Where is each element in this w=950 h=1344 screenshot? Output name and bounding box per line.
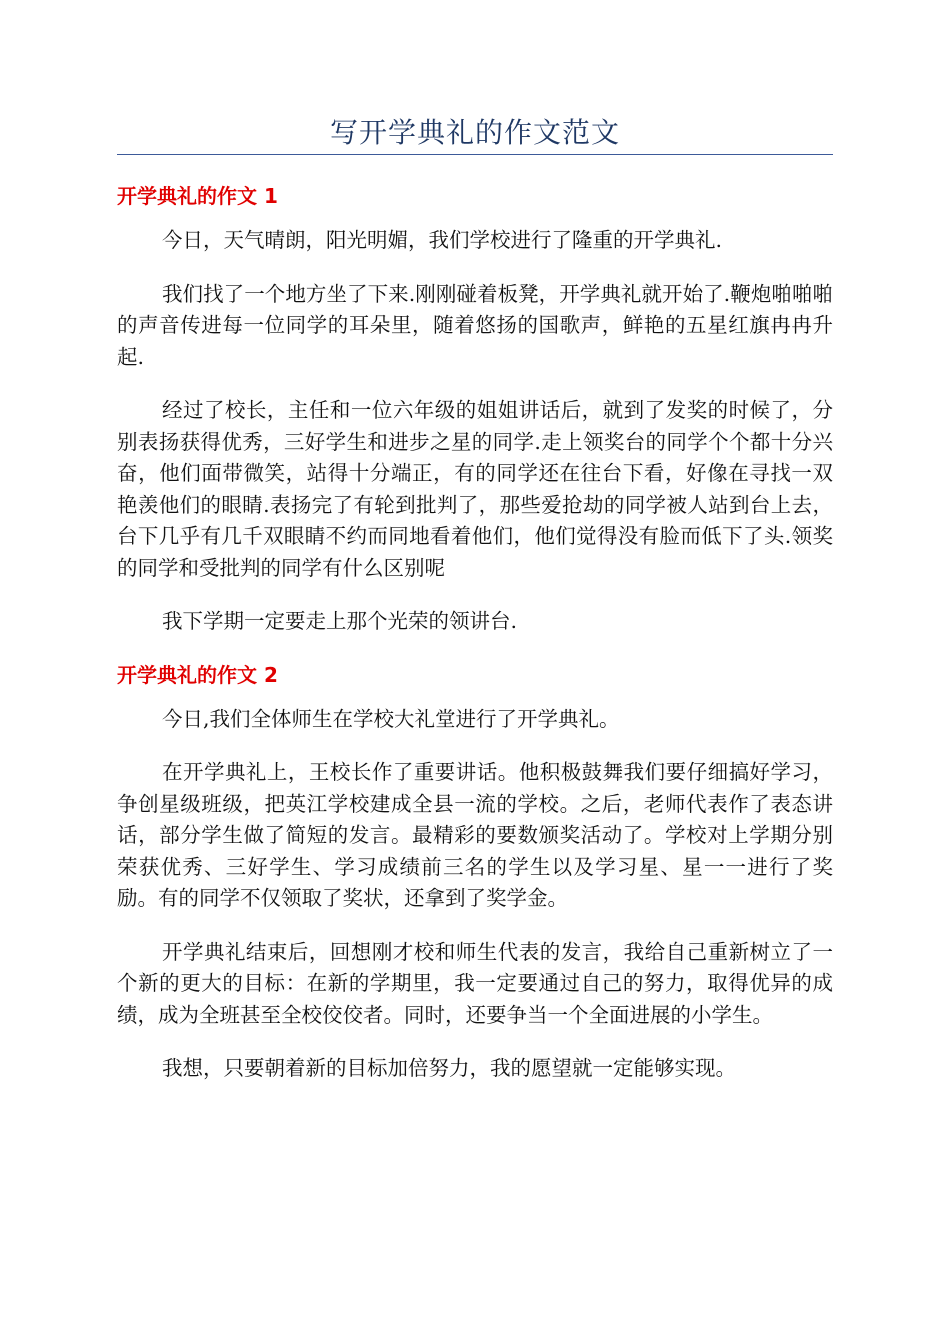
paragraph: 经过了校长，主任和一位六年级的姐姐讲话后，就到了发奖的时候了，分别表扬获得优秀，三好学生和进步之星的同学.走上领奖台的同学个个都十分兴奋，他们面带微笑，站得十分端正，有的同学还在往台下看，好像在寻找一双艳羡他们的眼睛.表扬完了有轮到批判了，那些爱抢劫的同学被人站到台上去，台下几乎有几千双眼睛不约而同地看着他们，他们觉得没有脸而低下了头.领奖的同学和受批判的同学有什么区别呢 bbox=[117, 398, 833, 580]
paragraph: 在开学典礼上，王校长作了重要讲话。他积极鼓舞我们要仔细搞好学习，争创星级班级，把英江学校建成全县一流的学校。之后，老师代表作了表态讲话，部分学生做了简短的发言。最精彩的要数颁奖活动了。学校对上学期分别荣获优秀、三好学生、学习成绩前三名的学生以及学习星、星一一进行了奖励。有的同学不仅领取了奖状，还拿到了奖学金。 bbox=[117, 760, 833, 910]
paragraph: 我想，只要朝着新的目标加倍努力，我的愿望就一定能够实现。 bbox=[162, 1056, 736, 1080]
paragraph: 开学典礼结束后，回想刚才校和师生代表的发言，我给自己重新树立了一个新的更大的目标：在新的学期里，我一定要通过自己的努力，取得优异的成绩，成为全班甚至全校佼佼者。同时，还要争当一个全面进展的小学生。 bbox=[117, 939, 833, 1027]
section-heading-2: 开学典礼的作文 2 bbox=[117, 662, 278, 687]
paragraph: 我们找了一个地方坐了下来.刚刚碰着板凳，开学典礼就开始了.鞭炮啪啪啪的声音传进每一位同学的耳朵里，随着悠扬的国歌声，鲜艳的五星红旗冉冉升起. bbox=[117, 281, 833, 369]
paragraph: 今日,我们全体师生在学校大礼堂进行了开学典礼。 bbox=[162, 706, 620, 731]
section-heading-1: 开学典礼的作文 1 bbox=[117, 184, 278, 208]
document-page bbox=[117, 0, 833, 1085]
title-underline bbox=[117, 154, 833, 155]
document-title: 写开学典礼的作文范文 bbox=[329, 116, 620, 149]
paragraph: 今日，天气晴朗，阳光明媚，我们学校进行了隆重的开学典礼. bbox=[162, 228, 723, 252]
paragraph: 我下学期一定要走上那个光荣的领讲台. bbox=[162, 609, 518, 633]
